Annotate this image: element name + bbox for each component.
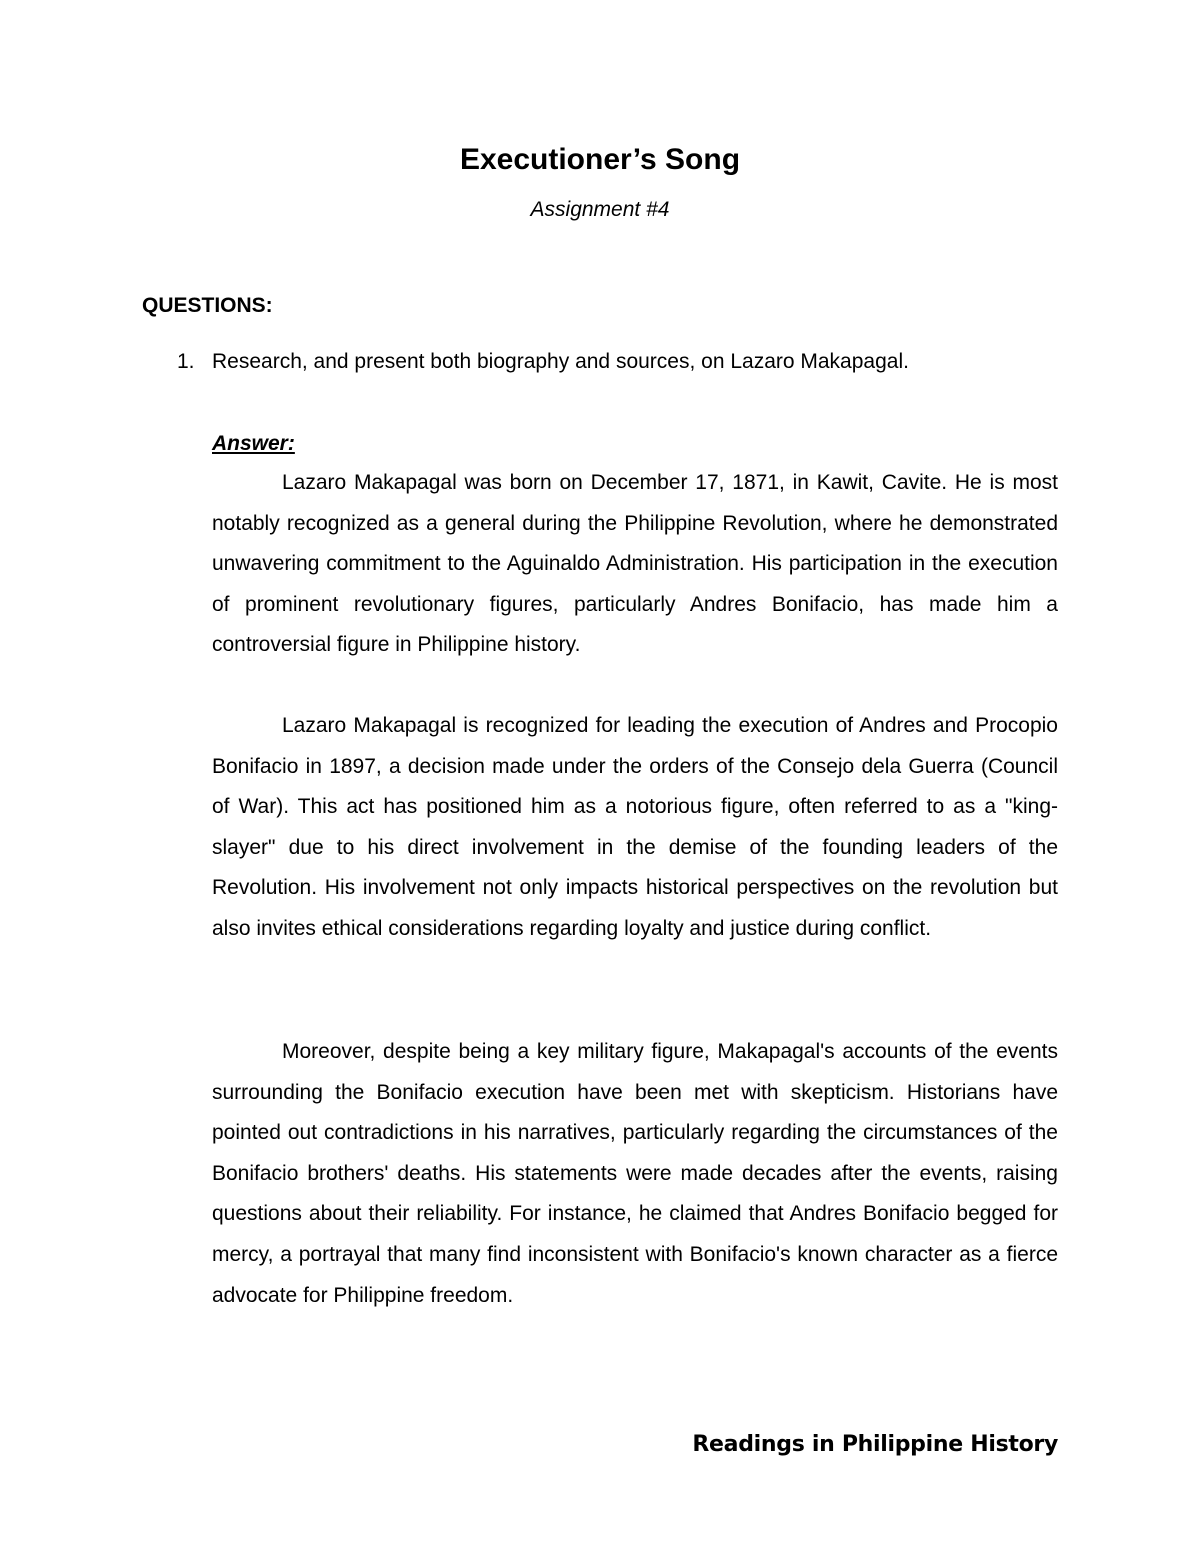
answer-paragraph-2: Lazaro Makapagal is recognized for leading the execution of Andres and Procopio Bonifacio in 1897, a decision made under the orders of the Consejo dela Guerra (Council of War). This act has positioned him as a notorious figure, often referred to as a "king-slayer" due to his direct involvement in the demise of the founding leaders of the Revolution. His involvement not only impacts historical perspectives on the revolution but also invites ethical considerations regarding loyalty and justice during conflict. (212, 714, 1058, 940)
course-footer: Readings in Philippine History (692, 1432, 1058, 1457)
question-text: Research, and present both biography and sources, on Lazaro Makapagal. (212, 350, 909, 373)
answer-paragraph-1: Lazaro Makapagal was born on December 17, 1871, in Kawit, Cavite. He is most notably recognized as a general during the Philippine Revolution, where he demonstrated unwavering commitment to the Aguinaldo Administration. His participation in the execution of prominent revolutionary figures, particularly Andres Bonifacio, has made him a controversial figure in Philippine history. (212, 471, 1058, 657)
document-title: Executioner’s Song (459, 143, 741, 176)
question-number: 1. (177, 350, 195, 373)
answer-paragraph-3: Moreover, despite being a key military figure, Makapagal's accounts of the events surrounding the Bonifacio execution have been met with skepticism. Historians have pointed out contradictions in his narratives, particularly regarding the circumstances of the Bonifacio brothers' deaths. His statements were made decades after the events, raising questions about their reliability. For instance, he claimed that Andres Bonifacio begged for mercy, a portrayal that many find inconsistent with Bonifacio's known character as a fierce advocate for Philippine freedom. (212, 1040, 1058, 1307)
answer-label: Answer: (212, 432, 295, 455)
questions-heading: QUESTIONS: (142, 294, 273, 317)
assignment-subtitle: Assignment #4 (530, 198, 670, 221)
question-item (142, 348, 1062, 376)
